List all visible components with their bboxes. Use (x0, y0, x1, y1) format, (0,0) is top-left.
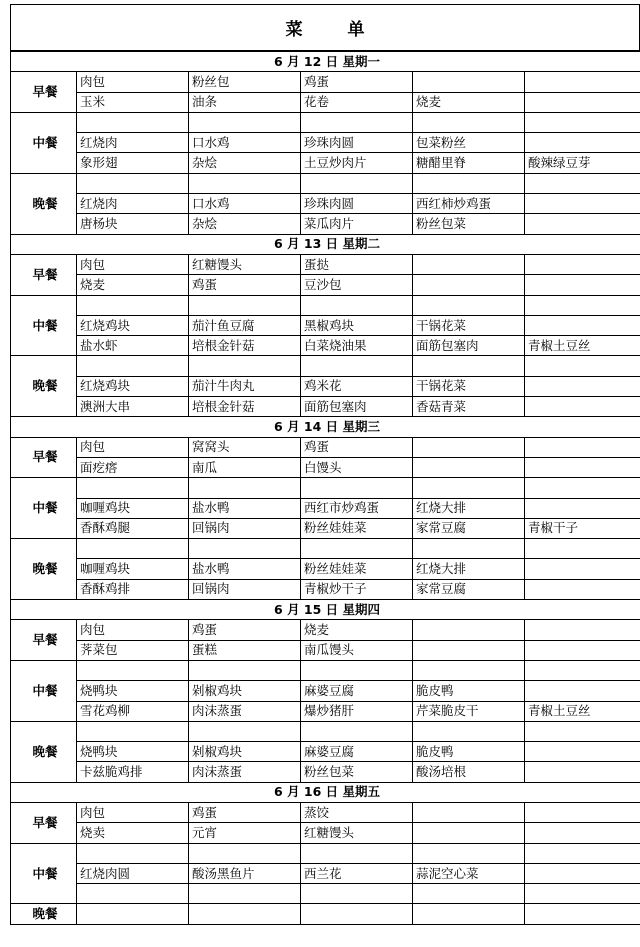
table-row (11, 336, 640, 356)
dish-cell (413, 904, 525, 924)
dish-cell: 家常豆腐 (413, 518, 525, 538)
dish-cell (525, 681, 640, 701)
dish-cell (525, 295, 640, 315)
dish-cell (301, 173, 413, 193)
dish-cell: 唐杨块 (77, 214, 189, 234)
dish-cell (413, 802, 525, 822)
table-row (11, 498, 640, 518)
table-row (11, 843, 640, 863)
dish-cell (525, 315, 640, 335)
dish-cell (77, 884, 189, 904)
dish-cell (525, 539, 640, 559)
dish-cell: 蒜泥空心菜 (413, 863, 525, 883)
table-row (11, 721, 640, 741)
dish-cell: 红糖馒头 (301, 823, 413, 843)
meal-label: 早餐 (11, 437, 77, 478)
dish-cell (413, 437, 525, 457)
dish-cell (189, 295, 301, 315)
dish-cell (525, 356, 640, 376)
table-row (11, 620, 640, 640)
dish-cell: 红烧肉 (77, 194, 189, 214)
dish-cell (77, 539, 189, 559)
menu-table (10, 51, 640, 925)
dish-cell: 麻婆豆腐 (301, 681, 413, 701)
dish-cell: 珍珠肉圆 (301, 133, 413, 153)
dish-cell (301, 904, 413, 924)
dish-cell (525, 742, 640, 762)
dish-cell: 烧麦 (413, 92, 525, 112)
dish-cell: 培根金针菇 (189, 336, 301, 356)
table-row (11, 254, 640, 274)
dish-cell: 肉包 (77, 620, 189, 640)
menu-sheet (10, 4, 640, 925)
dish-cell (77, 112, 189, 132)
dish-cell: 咖喱鸡块 (77, 559, 189, 579)
dish-cell (525, 721, 640, 741)
meal-label: 晚餐 (11, 173, 77, 234)
dish-cell: 青椒土豆丝 (525, 336, 640, 356)
dish-cell: 肉包 (77, 254, 189, 274)
dish-cell: 花卷 (301, 92, 413, 112)
dish-cell: 鸡蛋 (301, 437, 413, 457)
dish-cell: 肉沫蒸蛋 (189, 701, 301, 721)
dish-cell: 烧麦 (77, 275, 189, 295)
day-header-row (11, 234, 640, 254)
dish-cell: 红烧肉 (77, 133, 189, 153)
table-row (11, 72, 640, 92)
dish-cell: 肉包 (77, 802, 189, 822)
dish-cell (301, 478, 413, 498)
dish-cell (413, 112, 525, 132)
dish-cell (413, 823, 525, 843)
dish-cell: 鸡蛋 (189, 802, 301, 822)
dish-cell (525, 884, 640, 904)
table-row (11, 823, 640, 843)
table-row (11, 863, 640, 883)
dish-cell: 雪花鸡柳 (77, 701, 189, 721)
dish-cell (301, 884, 413, 904)
table-row (11, 356, 640, 376)
table-row (11, 478, 640, 498)
table-row (11, 112, 640, 132)
dish-cell: 糖醋里脊 (413, 153, 525, 173)
dish-cell (77, 173, 189, 193)
dish-cell: 肉沫蒸蛋 (189, 762, 301, 782)
dish-cell (189, 356, 301, 376)
dish-cell (413, 356, 525, 376)
dish-cell: 茄汁鱼豆腐 (189, 315, 301, 335)
dish-cell (525, 660, 640, 680)
dish-cell: 肉包 (77, 437, 189, 457)
table-row (11, 397, 640, 417)
dish-cell: 蒸饺 (301, 802, 413, 822)
dish-cell (413, 620, 525, 640)
dish-cell: 荠菜包 (77, 640, 189, 660)
day-header-row (11, 417, 640, 437)
dish-cell (525, 254, 640, 274)
dish-cell (301, 539, 413, 559)
dish-cell (525, 457, 640, 477)
table-row (11, 884, 640, 904)
dish-cell: 西兰花 (301, 863, 413, 883)
dish-cell (525, 397, 640, 417)
dish-cell (413, 275, 525, 295)
dish-cell: 红糖馒头 (189, 254, 301, 274)
dish-cell: 鸡蛋 (189, 275, 301, 295)
day-header: 6 月 13 日 星期二 (11, 234, 640, 254)
dish-cell: 香酥鸡排 (77, 579, 189, 599)
dish-cell: 脆皮鸭 (413, 742, 525, 762)
meal-label: 晚餐 (11, 721, 77, 782)
dish-cell: 青椒干子 (525, 518, 640, 538)
dish-cell: 蛋挞 (301, 254, 413, 274)
table-row (11, 133, 640, 153)
dish-cell (413, 254, 525, 274)
dish-cell: 澳洲大串 (77, 397, 189, 417)
day-header-row (11, 52, 640, 72)
dish-cell (77, 721, 189, 741)
dish-cell (77, 478, 189, 498)
dish-cell (525, 437, 640, 457)
meal-label: 早餐 (11, 802, 77, 843)
table-row (11, 579, 640, 599)
dish-cell: 烧麦 (301, 620, 413, 640)
table-row (11, 437, 640, 457)
dish-cell (413, 721, 525, 741)
dish-cell (77, 904, 189, 924)
dish-cell: 烧鸭块 (77, 742, 189, 762)
table-row (11, 214, 640, 234)
dish-cell (77, 843, 189, 863)
dish-cell (77, 295, 189, 315)
dish-cell: 黑椒鸡块 (301, 315, 413, 335)
table-row (11, 904, 640, 924)
dish-cell: 粉丝包菜 (413, 214, 525, 234)
dish-cell: 盐水虾 (77, 336, 189, 356)
meal-label: 晚餐 (11, 904, 77, 924)
dish-cell (525, 133, 640, 153)
dish-cell (525, 92, 640, 112)
dish-cell: 酸辣绿豆芽 (525, 153, 640, 173)
dish-cell: 脆皮鸭 (413, 681, 525, 701)
dish-cell (525, 194, 640, 214)
dish-cell (301, 721, 413, 741)
table-row (11, 376, 640, 396)
meal-label: 早餐 (11, 72, 77, 113)
dish-cell: 红烧大排 (413, 559, 525, 579)
dish-cell (525, 843, 640, 863)
dish-cell: 鸡米花 (301, 376, 413, 396)
table-row (11, 457, 640, 477)
dish-cell: 烧卖 (77, 823, 189, 843)
dish-cell: 粉丝包 (189, 72, 301, 92)
dish-cell (413, 478, 525, 498)
dish-cell (413, 660, 525, 680)
dish-cell: 面筋包塞肉 (301, 397, 413, 417)
dish-cell (301, 660, 413, 680)
dish-cell: 窝窝头 (189, 437, 301, 457)
day-header: 6 月 12 日 星期一 (11, 52, 640, 72)
dish-cell (413, 295, 525, 315)
dish-cell (525, 376, 640, 396)
table-row (11, 539, 640, 559)
meal-label: 早餐 (11, 254, 77, 295)
dish-cell (525, 762, 640, 782)
dish-cell (525, 112, 640, 132)
dish-cell: 口水鸡 (189, 133, 301, 153)
meal-label: 中餐 (11, 660, 77, 721)
meal-label: 早餐 (11, 620, 77, 661)
dish-cell: 酸汤黑鱼片 (189, 863, 301, 883)
dish-cell: 红烧鸡块 (77, 315, 189, 335)
dish-cell: 干锅花菜 (413, 315, 525, 335)
dish-cell: 红烧肉圆 (77, 863, 189, 883)
day-header: 6 月 14 日 星期三 (11, 417, 640, 437)
dish-cell (301, 356, 413, 376)
dish-cell: 面疙瘩 (77, 457, 189, 477)
meal-label: 中餐 (11, 478, 77, 539)
dish-cell (525, 559, 640, 579)
dish-cell (301, 843, 413, 863)
dish-cell (525, 173, 640, 193)
dish-cell: 鸡蛋 (189, 620, 301, 640)
dish-cell (413, 640, 525, 660)
dish-cell (525, 498, 640, 518)
dish-cell: 南瓜馒头 (301, 640, 413, 660)
table-row (11, 518, 640, 538)
dish-cell: 象形翅 (77, 153, 189, 173)
table-row (11, 153, 640, 173)
dish-cell: 土豆炒肉片 (301, 153, 413, 173)
table-row (11, 559, 640, 579)
meal-label: 中餐 (11, 843, 77, 904)
dish-cell (525, 214, 640, 234)
dish-cell: 香酥鸡腿 (77, 518, 189, 538)
dish-cell (189, 660, 301, 680)
dish-cell (413, 884, 525, 904)
dish-cell: 南瓜 (189, 457, 301, 477)
dish-cell: 杂烩 (189, 153, 301, 173)
dish-cell: 红烧鸡块 (77, 376, 189, 396)
dish-cell: 白馒头 (301, 457, 413, 477)
dish-cell: 盐水鸭 (189, 559, 301, 579)
table-row (11, 681, 640, 701)
table-row (11, 701, 640, 721)
dish-cell: 杂烩 (189, 214, 301, 234)
dish-cell (525, 275, 640, 295)
dish-cell: 珍珠肉圆 (301, 194, 413, 214)
dish-cell: 香菇青菜 (413, 397, 525, 417)
menu-title: 菜 单 (10, 4, 640, 51)
dish-cell (525, 802, 640, 822)
dish-cell (189, 904, 301, 924)
dish-cell: 元宵 (189, 823, 301, 843)
table-row (11, 173, 640, 193)
dish-cell: 玉米 (77, 92, 189, 112)
table-row (11, 802, 640, 822)
table-row (11, 762, 640, 782)
dish-cell (525, 640, 640, 660)
dish-cell: 酸汤培根 (413, 762, 525, 782)
dish-cell: 鸡蛋 (301, 72, 413, 92)
table-row (11, 742, 640, 762)
dish-cell: 粉丝娃娃菜 (301, 559, 413, 579)
table-row (11, 275, 640, 295)
dish-cell (189, 173, 301, 193)
dish-cell: 烧鸭块 (77, 681, 189, 701)
dish-cell (525, 620, 640, 640)
dish-cell: 培根金针菇 (189, 397, 301, 417)
day-header-row (11, 782, 640, 802)
dish-cell (301, 295, 413, 315)
meal-label: 中餐 (11, 112, 77, 173)
table-row (11, 92, 640, 112)
dish-cell: 青椒炒干子 (301, 579, 413, 599)
dish-cell (413, 539, 525, 559)
dish-cell: 油条 (189, 92, 301, 112)
day-header: 6 月 15 日 星期四 (11, 600, 640, 620)
dish-cell: 蛋糕 (189, 640, 301, 660)
dish-cell: 青椒土豆丝 (525, 701, 640, 721)
dish-cell: 剁椒鸡块 (189, 742, 301, 762)
dish-cell (189, 478, 301, 498)
dish-cell: 肉包 (77, 72, 189, 92)
dish-cell (525, 478, 640, 498)
dish-cell: 包菜粉丝 (413, 133, 525, 153)
dish-cell (189, 721, 301, 741)
table-row (11, 295, 640, 315)
table-row (11, 315, 640, 335)
table-row (11, 660, 640, 680)
dish-cell (189, 539, 301, 559)
dish-cell: 西红柿炒鸡蛋 (413, 194, 525, 214)
table-row (11, 640, 640, 660)
day-header: 6 月 16 日 星期五 (11, 782, 640, 802)
dish-cell (525, 72, 640, 92)
dish-cell: 干锅花菜 (413, 376, 525, 396)
dish-cell (189, 884, 301, 904)
dish-cell (525, 904, 640, 924)
dish-cell (413, 72, 525, 92)
dish-cell: 面筋包塞肉 (413, 336, 525, 356)
dish-cell: 咖喱鸡块 (77, 498, 189, 518)
dish-cell: 西红市炒鸡蛋 (301, 498, 413, 518)
dish-cell: 粉丝娃娃菜 (301, 518, 413, 538)
dish-cell: 口水鸡 (189, 194, 301, 214)
dish-cell: 剁椒鸡块 (189, 681, 301, 701)
dish-cell (77, 356, 189, 376)
dish-cell (413, 843, 525, 863)
dish-cell: 红烧大排 (413, 498, 525, 518)
dish-cell (525, 579, 640, 599)
meal-label: 晚餐 (11, 356, 77, 417)
dish-cell (525, 863, 640, 883)
dish-cell: 芹菜脆皮干 (413, 701, 525, 721)
meal-label: 中餐 (11, 295, 77, 356)
dish-cell (77, 660, 189, 680)
dish-cell: 白菜烧油果 (301, 336, 413, 356)
table-row (11, 194, 640, 214)
dish-cell: 菜瓜肉片 (301, 214, 413, 234)
day-header-row (11, 600, 640, 620)
dish-cell: 回锅肉 (189, 518, 301, 538)
dish-cell: 卡兹脆鸡排 (77, 762, 189, 782)
dish-cell: 粉丝包菜 (301, 762, 413, 782)
dish-cell: 家常豆腐 (413, 579, 525, 599)
dish-cell (189, 843, 301, 863)
dish-cell: 盐水鸭 (189, 498, 301, 518)
dish-cell (413, 173, 525, 193)
dish-cell (301, 112, 413, 132)
dish-cell (525, 823, 640, 843)
dish-cell: 茄汁牛肉丸 (189, 376, 301, 396)
dish-cell: 麻婆豆腐 (301, 742, 413, 762)
dish-cell: 豆沙包 (301, 275, 413, 295)
dish-cell: 爆炒猪肝 (301, 701, 413, 721)
meal-label: 晚餐 (11, 539, 77, 600)
dish-cell (413, 457, 525, 477)
dish-cell: 回锅肉 (189, 579, 301, 599)
dish-cell (189, 112, 301, 132)
